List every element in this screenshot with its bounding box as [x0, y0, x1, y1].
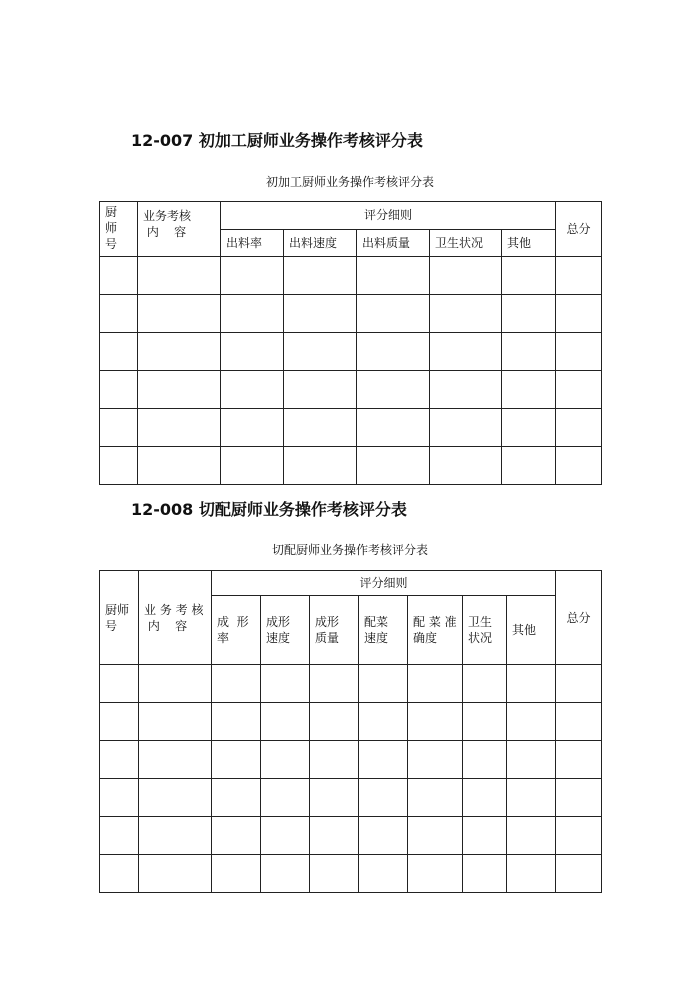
table-cell — [138, 295, 221, 333]
table-cell — [310, 741, 359, 779]
table-cell — [463, 665, 507, 703]
table-cell — [221, 295, 284, 333]
table-cell — [556, 371, 602, 409]
table-cell — [430, 333, 502, 371]
table-cell — [100, 779, 139, 817]
table-cell — [139, 741, 212, 779]
header-col: 成形 质量 — [310, 596, 359, 665]
header-col: 出料质量 — [357, 229, 430, 257]
header-chef-no: 厨 师 号 — [100, 202, 138, 257]
table-cell — [261, 779, 310, 817]
table-cell — [138, 333, 221, 371]
table-cell — [310, 817, 359, 855]
table-row — [100, 779, 602, 817]
table-cell — [100, 447, 138, 485]
table-cell — [556, 257, 602, 295]
table-cell — [408, 741, 463, 779]
table-cell — [100, 409, 138, 447]
table-cell — [502, 333, 556, 371]
table-cutting-preparation — [99, 570, 602, 893]
table-cell — [221, 409, 284, 447]
table-cell — [507, 741, 556, 779]
header-col: 卫生状况 — [430, 229, 502, 257]
table-cell — [100, 371, 138, 409]
section1-heading: 12-007 初加工厨师业务操作考核评分表 — [131, 131, 423, 150]
table-cell — [430, 295, 502, 333]
table-cell — [138, 409, 221, 447]
table-row — [100, 295, 602, 333]
table-cell — [138, 257, 221, 295]
table-cell — [556, 447, 602, 485]
header-col: 配 菜 准 确度 — [408, 596, 463, 665]
table-row — [100, 447, 602, 485]
table-cell — [507, 855, 556, 893]
table-row — [100, 333, 602, 371]
table-cell — [212, 855, 261, 893]
table-cell — [556, 779, 602, 817]
table-row — [100, 409, 602, 447]
table-cell — [408, 779, 463, 817]
table-cell — [212, 779, 261, 817]
table-cell — [284, 295, 357, 333]
table-cell — [408, 665, 463, 703]
table-cell — [357, 409, 430, 447]
section2-caption: 切配厨师业务操作考核评分表 — [271, 543, 428, 557]
table-cell — [310, 665, 359, 703]
table-cell — [359, 741, 408, 779]
table-row — [100, 817, 602, 855]
table-cell — [502, 409, 556, 447]
table-primary-processing — [99, 201, 602, 485]
table-cell — [408, 703, 463, 741]
table-cell — [430, 447, 502, 485]
table-cell — [556, 741, 602, 779]
table-cell — [357, 333, 430, 371]
table-cell — [221, 447, 284, 485]
header-col: 卫生 状况 — [463, 596, 507, 665]
table-cell — [212, 665, 261, 703]
table-cell — [502, 447, 556, 485]
table-cell — [502, 371, 556, 409]
header-col: 其他 — [507, 596, 556, 665]
table-cell — [221, 257, 284, 295]
table-cell — [357, 371, 430, 409]
table-cell — [100, 333, 138, 371]
header-col: 出料率 — [221, 229, 284, 257]
table-cell — [430, 409, 502, 447]
table-cell — [100, 703, 139, 741]
table-cell — [261, 817, 310, 855]
table-cell — [138, 371, 221, 409]
table-cell — [502, 257, 556, 295]
table-cell — [359, 779, 408, 817]
table-cell — [139, 703, 212, 741]
table-cell — [359, 855, 408, 893]
table-cell — [357, 447, 430, 485]
table-cell — [463, 779, 507, 817]
table-cell — [261, 855, 310, 893]
table-cell — [310, 779, 359, 817]
table-cell — [139, 817, 212, 855]
table-cell — [507, 703, 556, 741]
table-cell — [556, 665, 602, 703]
table-row — [100, 257, 602, 295]
table-cell — [284, 257, 357, 295]
header-col: 成 形 率 — [212, 596, 261, 665]
table-cell — [507, 817, 556, 855]
table-cell — [556, 703, 602, 741]
table-cell — [212, 741, 261, 779]
header-total: 总分 — [556, 202, 602, 257]
table-cell — [139, 665, 212, 703]
header-col: 出料速度 — [284, 229, 357, 257]
table-row — [100, 741, 602, 779]
table-cell — [556, 295, 602, 333]
table-cell — [138, 447, 221, 485]
table-row — [100, 855, 602, 893]
table-cell — [556, 333, 602, 371]
table-cell — [284, 371, 357, 409]
header-content: 业 务 考 核 内 容 — [139, 571, 212, 665]
header-content: 业务考核 内 容 — [138, 202, 221, 257]
table-cell — [359, 817, 408, 855]
header-total: 总分 — [556, 571, 602, 665]
header-scoring-details: 评分细则 — [212, 571, 556, 596]
table-cell — [100, 741, 139, 779]
table-cell — [408, 855, 463, 893]
table-cell — [556, 409, 602, 447]
table-cell — [284, 333, 357, 371]
table-cell — [507, 779, 556, 817]
table-cell — [359, 703, 408, 741]
table-cell — [284, 447, 357, 485]
header-col: 成形 速度 — [261, 596, 310, 665]
table-cell — [139, 779, 212, 817]
section2-heading: 12-008 切配厨师业务操作考核评分表 — [131, 500, 407, 519]
table-cell — [357, 257, 430, 295]
table-cell — [463, 855, 507, 893]
table-cell — [430, 257, 502, 295]
table-cell — [100, 257, 138, 295]
table-cell — [261, 703, 310, 741]
table-cell — [463, 817, 507, 855]
table-row — [100, 703, 602, 741]
header-col: 其他 — [502, 229, 556, 257]
table-cell — [502, 295, 556, 333]
table-cell — [212, 703, 261, 741]
table-cell — [221, 333, 284, 371]
table-cell — [357, 295, 430, 333]
table-cell — [100, 855, 139, 893]
table-cell — [556, 855, 602, 893]
table-cell — [359, 665, 408, 703]
table-cell — [430, 371, 502, 409]
table-cell — [261, 741, 310, 779]
table-cell — [139, 855, 212, 893]
table-row — [100, 371, 602, 409]
table-cell — [100, 295, 138, 333]
table-cell — [463, 741, 507, 779]
table-cell — [556, 817, 602, 855]
table-cell — [310, 855, 359, 893]
table-cell — [261, 665, 310, 703]
header-scoring-details: 评分细则 — [221, 202, 556, 230]
table-cell — [310, 703, 359, 741]
table-cell — [463, 703, 507, 741]
table-cell — [100, 817, 139, 855]
section1-caption: 初加工厨师业务操作考核评分表 — [265, 175, 434, 189]
table-row — [100, 665, 602, 703]
table-cell — [507, 665, 556, 703]
table-cell — [212, 817, 261, 855]
header-col: 配菜 速度 — [359, 596, 408, 665]
header-chef-no: 厨师 号 — [100, 571, 139, 665]
table-cell — [100, 665, 139, 703]
table-cell — [408, 817, 463, 855]
table-cell — [284, 409, 357, 447]
table-cell — [221, 371, 284, 409]
